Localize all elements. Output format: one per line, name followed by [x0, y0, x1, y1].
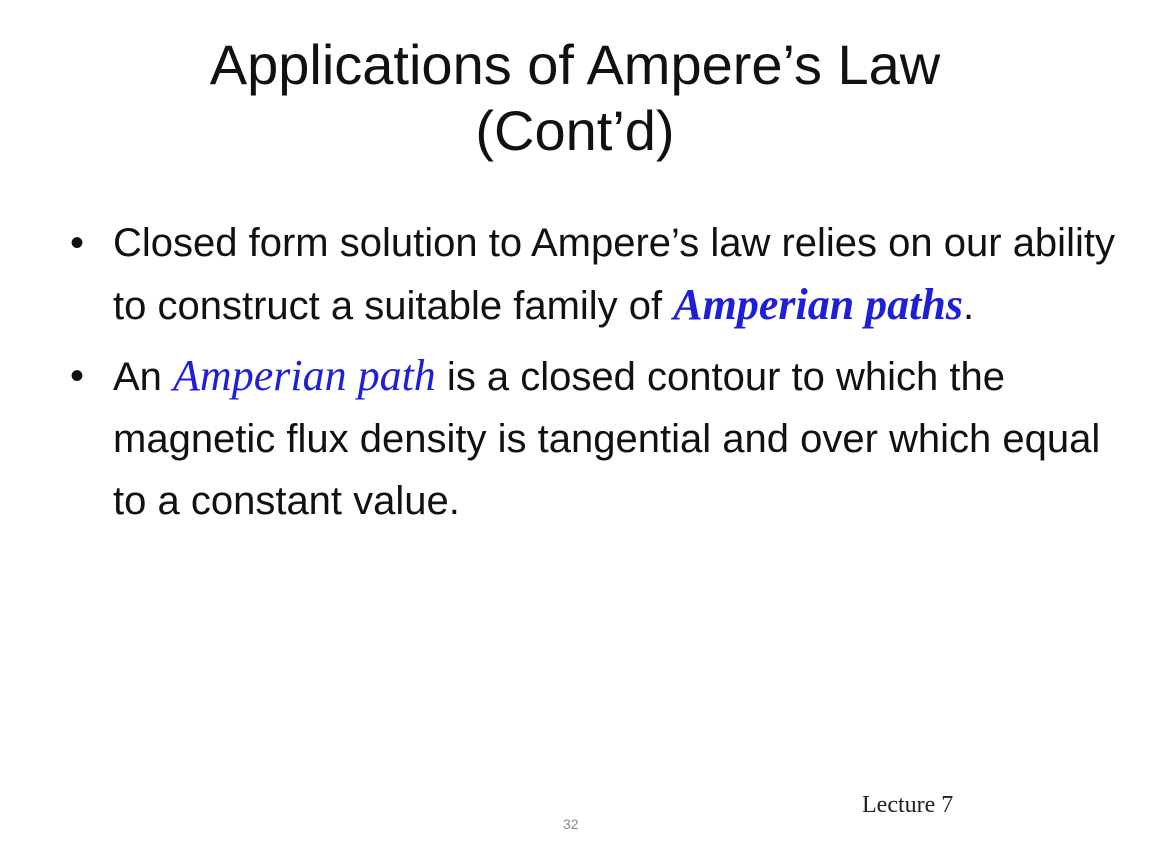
bullet-2-text-after: is a closed contour to which the magnetic flux density is tangential and over which equal to a constant value.: [113, 355, 1101, 523]
bullet-1-emphasis: Amperian paths: [673, 280, 964, 329]
footer-lecture-label: Lecture 7: [862, 792, 954, 818]
bullet-marker-icon: •: [70, 221, 85, 265]
slide-title: [0, 32, 1150, 164]
bullet-list: [66, 212, 1116, 540]
bullet-marker-icon: •: [70, 354, 85, 398]
bullet-2-text-before: An: [113, 355, 174, 399]
bullet-1-text-after: .: [963, 284, 975, 328]
bullet-item-2: [66, 345, 1116, 532]
slide-title-line-1: Applications of Ampere’s Law: [209, 33, 941, 96]
slide-title-line-2: (Cont’d): [475, 99, 675, 162]
bullet-item-1: [66, 212, 1116, 337]
bullet-1-text-before: Closed form solution to Ampere’s law relies on our ability to construct a suitable family of: [113, 221, 1115, 328]
bullet-2-emphasis: Amperian path: [173, 351, 436, 400]
page-number: 32: [563, 816, 579, 832]
